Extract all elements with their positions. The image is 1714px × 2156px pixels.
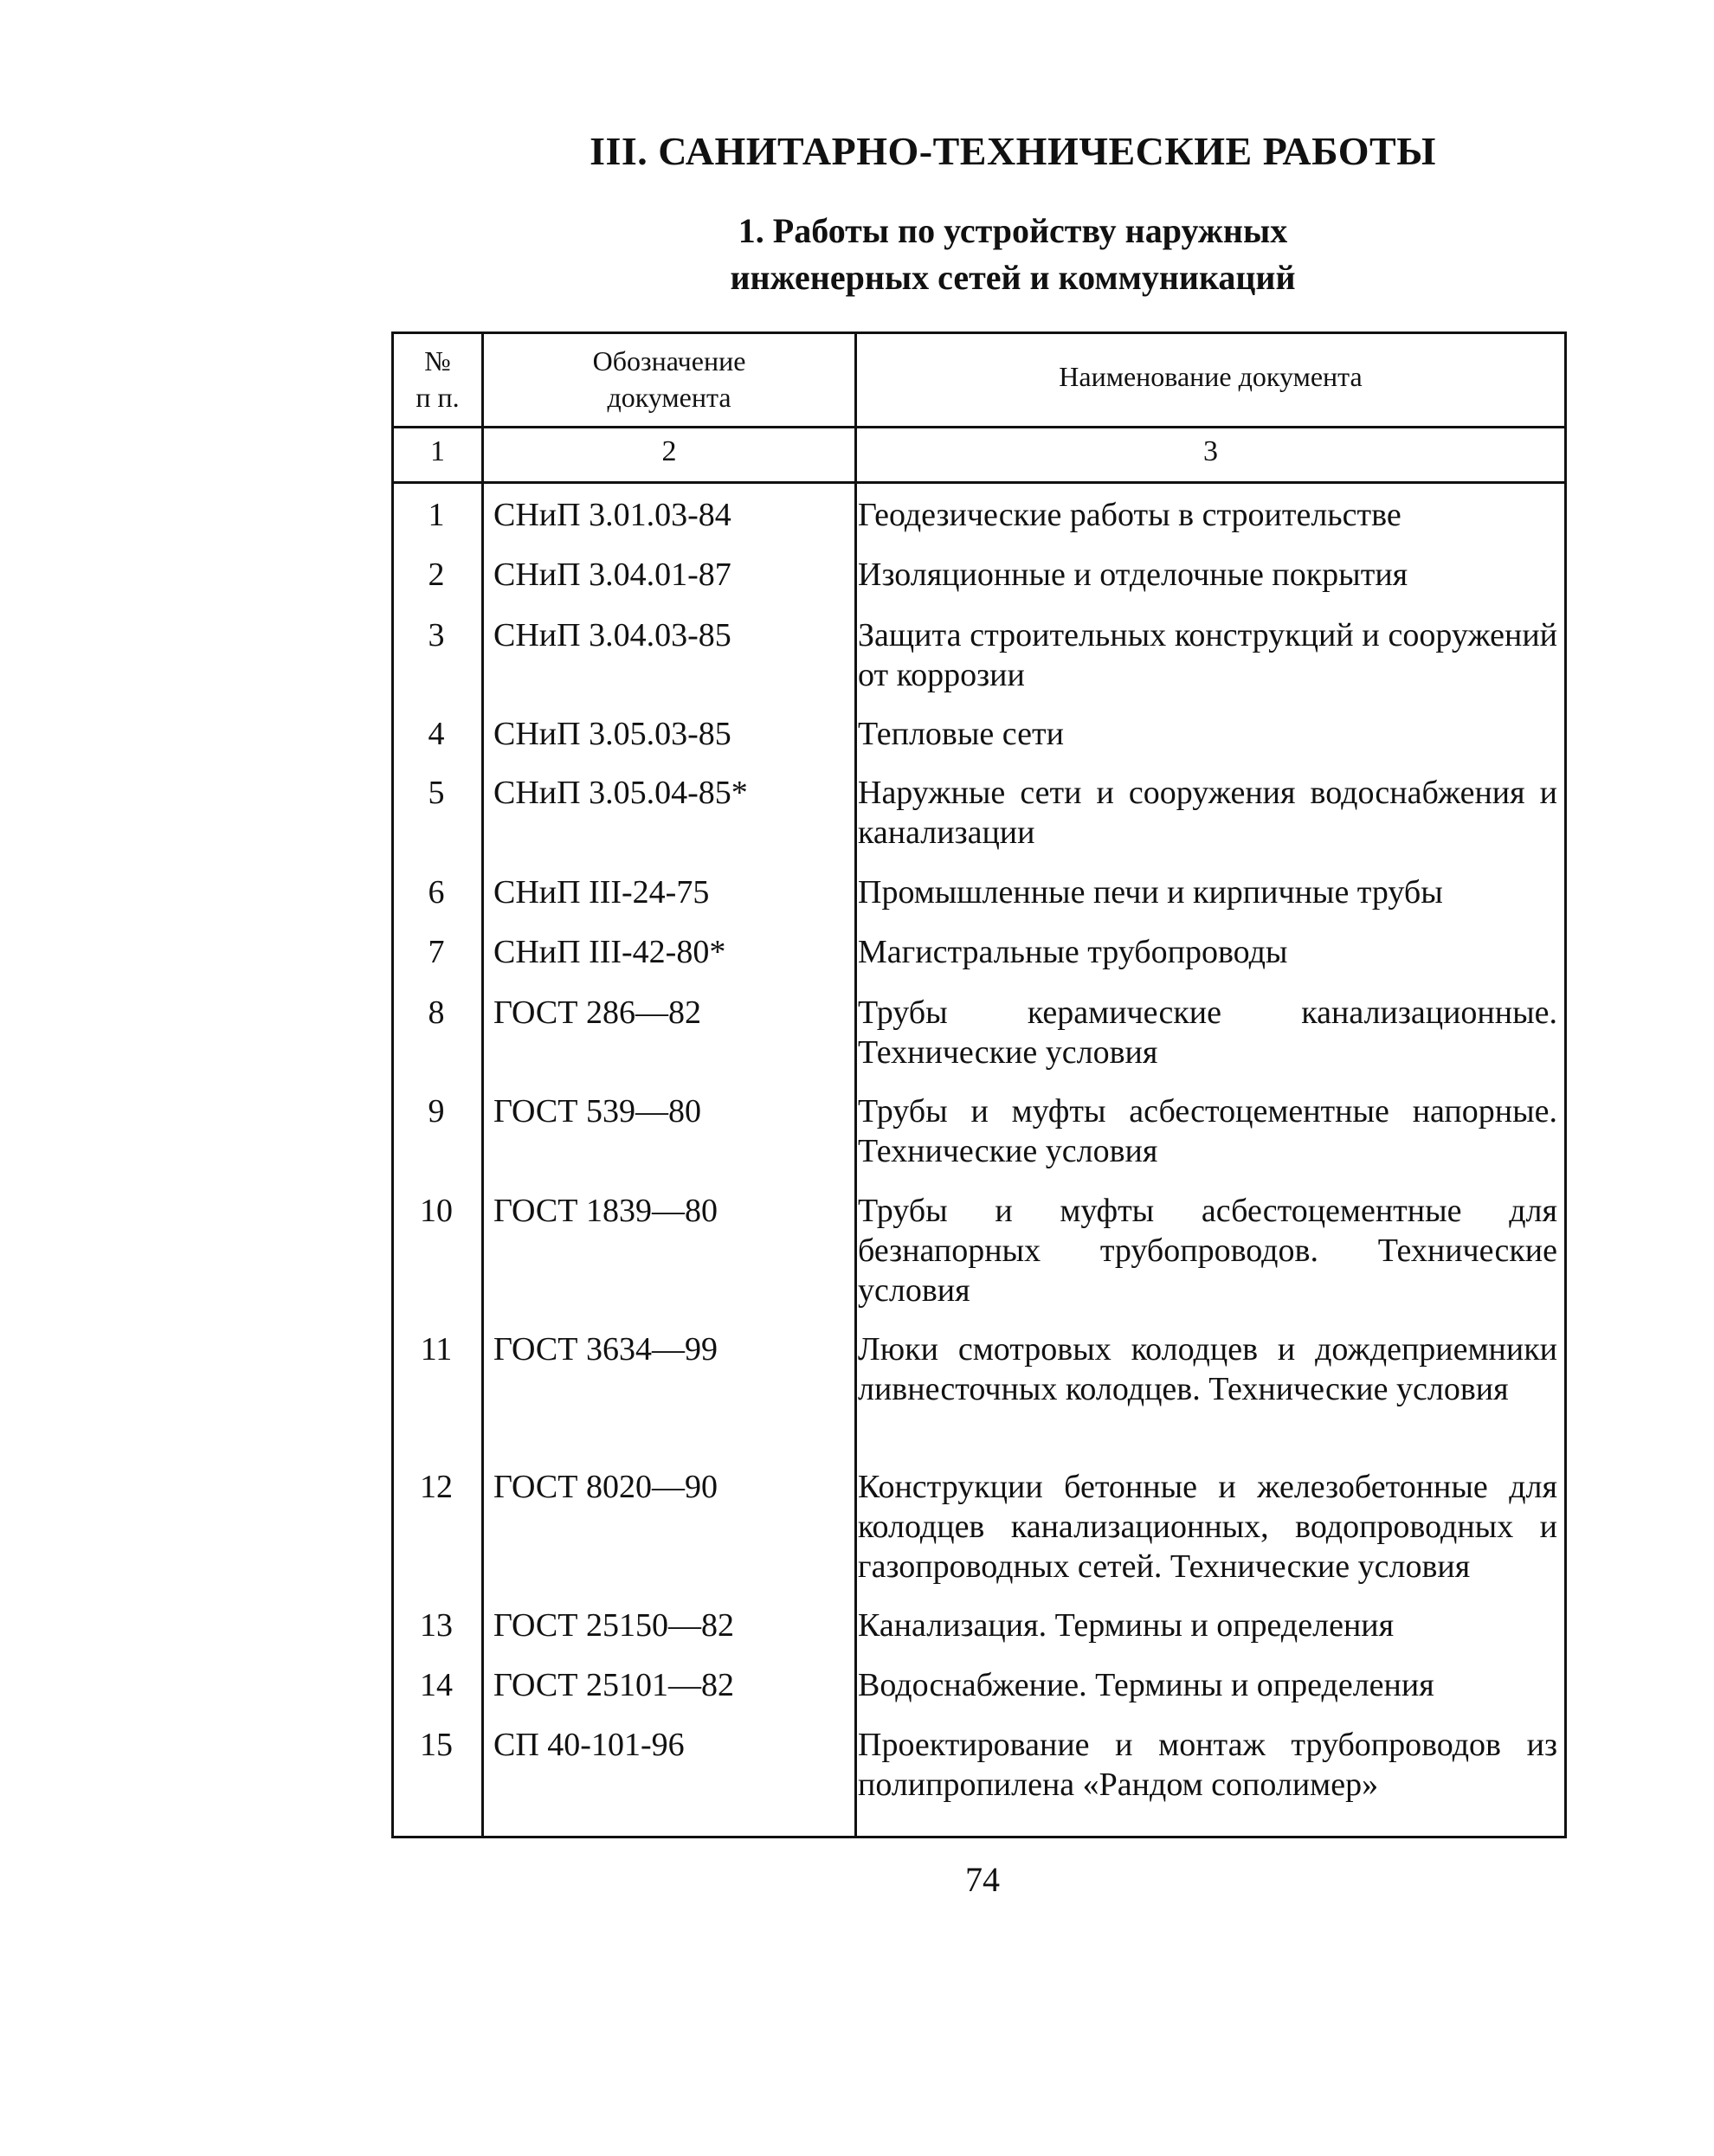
document-name: Трубы и муфты асбестоцементные напорные. Технические условия bbox=[858, 1093, 1557, 1169]
document-name: Канализация. Термины и определения bbox=[858, 1607, 1395, 1644]
row-number: 1 bbox=[428, 497, 445, 533]
column-number-1: 1 bbox=[430, 435, 445, 467]
document-name: Изоляционные и отделочные покрытия bbox=[858, 557, 1408, 593]
document-code: ГОСТ 286—82 bbox=[493, 994, 701, 1031]
row-number: 4 bbox=[428, 716, 445, 752]
subsection-title-line: 1. Работы по устройству наружных bbox=[738, 211, 1288, 250]
document-code: ГОСТ 1839—80 bbox=[493, 1193, 718, 1229]
row-number: 14 bbox=[420, 1667, 453, 1703]
document-code: ГОСТ 25101—82 bbox=[493, 1667, 734, 1703]
document-code: СП 40-101-96 bbox=[493, 1727, 685, 1763]
document-code: СНиП 3.01.03-84 bbox=[493, 497, 731, 533]
column-divider bbox=[854, 331, 857, 1838]
row-number: 7 bbox=[428, 934, 445, 970]
document-name: Водоснабжение. Термины и определения bbox=[858, 1667, 1434, 1703]
document-code: СНиП 3.04.03-85 bbox=[493, 617, 731, 653]
header-designation bbox=[484, 343, 854, 415]
page-number: 74 bbox=[965, 1860, 1000, 1899]
document-code: СНиП 3.05.03-85 bbox=[493, 716, 731, 752]
header-designation-line: Обозначение bbox=[592, 345, 746, 376]
document-name: Магистральные трубопроводы bbox=[858, 934, 1288, 970]
header-divider bbox=[391, 426, 1567, 428]
document-name: Конструкции бетонные и железобетонные для колодцев канализационных, водопроводных и газопроводных сетей. Технические условия bbox=[858, 1469, 1557, 1585]
header-number bbox=[394, 343, 481, 415]
row-number: 13 bbox=[420, 1607, 453, 1644]
row-number: 8 bbox=[428, 994, 445, 1031]
document-name: Промышленные печи и кирпичные трубы bbox=[858, 874, 1443, 911]
row-number: 5 bbox=[428, 775, 445, 811]
row-number: 3 bbox=[428, 617, 445, 653]
document-code: ГОСТ 539—80 bbox=[493, 1093, 701, 1129]
document-name: Проектирование и монтаж трубопроводов из полипропилена «Рандом сополимер» bbox=[858, 1727, 1557, 1803]
document-code: ГОСТ 25150—82 bbox=[493, 1607, 734, 1644]
subsection-title-line: инженерных сетей и коммуникаций bbox=[730, 258, 1296, 297]
document-name: Наружные сети и сооружения водоснабжения и канализации bbox=[858, 775, 1557, 851]
document-code: ГОСТ 8020—90 bbox=[493, 1469, 718, 1505]
column-number-3: 3 bbox=[1203, 435, 1218, 467]
document-code: ГОСТ 3634—99 bbox=[493, 1331, 718, 1368]
document-code: СНиП III-24-75 bbox=[493, 874, 710, 911]
subsection-title bbox=[390, 208, 1636, 301]
row-number: 15 bbox=[420, 1727, 453, 1763]
column-divider bbox=[481, 331, 484, 1838]
header-divider bbox=[391, 481, 1567, 484]
header-designation-line: документа bbox=[607, 382, 731, 413]
header-number-line: п п. bbox=[416, 382, 460, 413]
document-name: Защита строительных конструкций и сооружений от коррозии bbox=[858, 617, 1557, 693]
row-number: 10 bbox=[420, 1193, 453, 1229]
row-number: 11 bbox=[420, 1331, 453, 1368]
document-code: СНиП III-42-80* bbox=[493, 934, 726, 970]
document-name: Трубы и муфты асбестоцементные для безнапорных трубопроводов. Технические условия bbox=[858, 1193, 1557, 1309]
document-name: Тепловые сети bbox=[858, 716, 1064, 752]
row-number: 9 bbox=[428, 1093, 445, 1129]
header-number-line: № bbox=[424, 345, 451, 376]
section-title: III. САНИТАРНО-ТЕХНИЧЕСКИЕ РАБОТЫ bbox=[590, 129, 1436, 173]
document-name: Трубы керамические канализационные. Технические условия bbox=[858, 994, 1557, 1071]
header-document-name: Наименование документа bbox=[1059, 361, 1363, 392]
document-code: СНиП 3.04.01-87 bbox=[493, 557, 731, 593]
document-code: СНиП 3.05.04-85* bbox=[493, 775, 748, 811]
document-name: Люки смотровых колодцев и дождеприемники ливнесточных колодцев. Технические условия bbox=[858, 1331, 1557, 1407]
row-number: 12 bbox=[420, 1469, 453, 1505]
row-number: 6 bbox=[428, 874, 445, 911]
row-number: 2 bbox=[428, 557, 445, 593]
column-number-2: 2 bbox=[661, 435, 677, 467]
document-name: Геодезические работы в строительстве bbox=[858, 497, 1401, 533]
